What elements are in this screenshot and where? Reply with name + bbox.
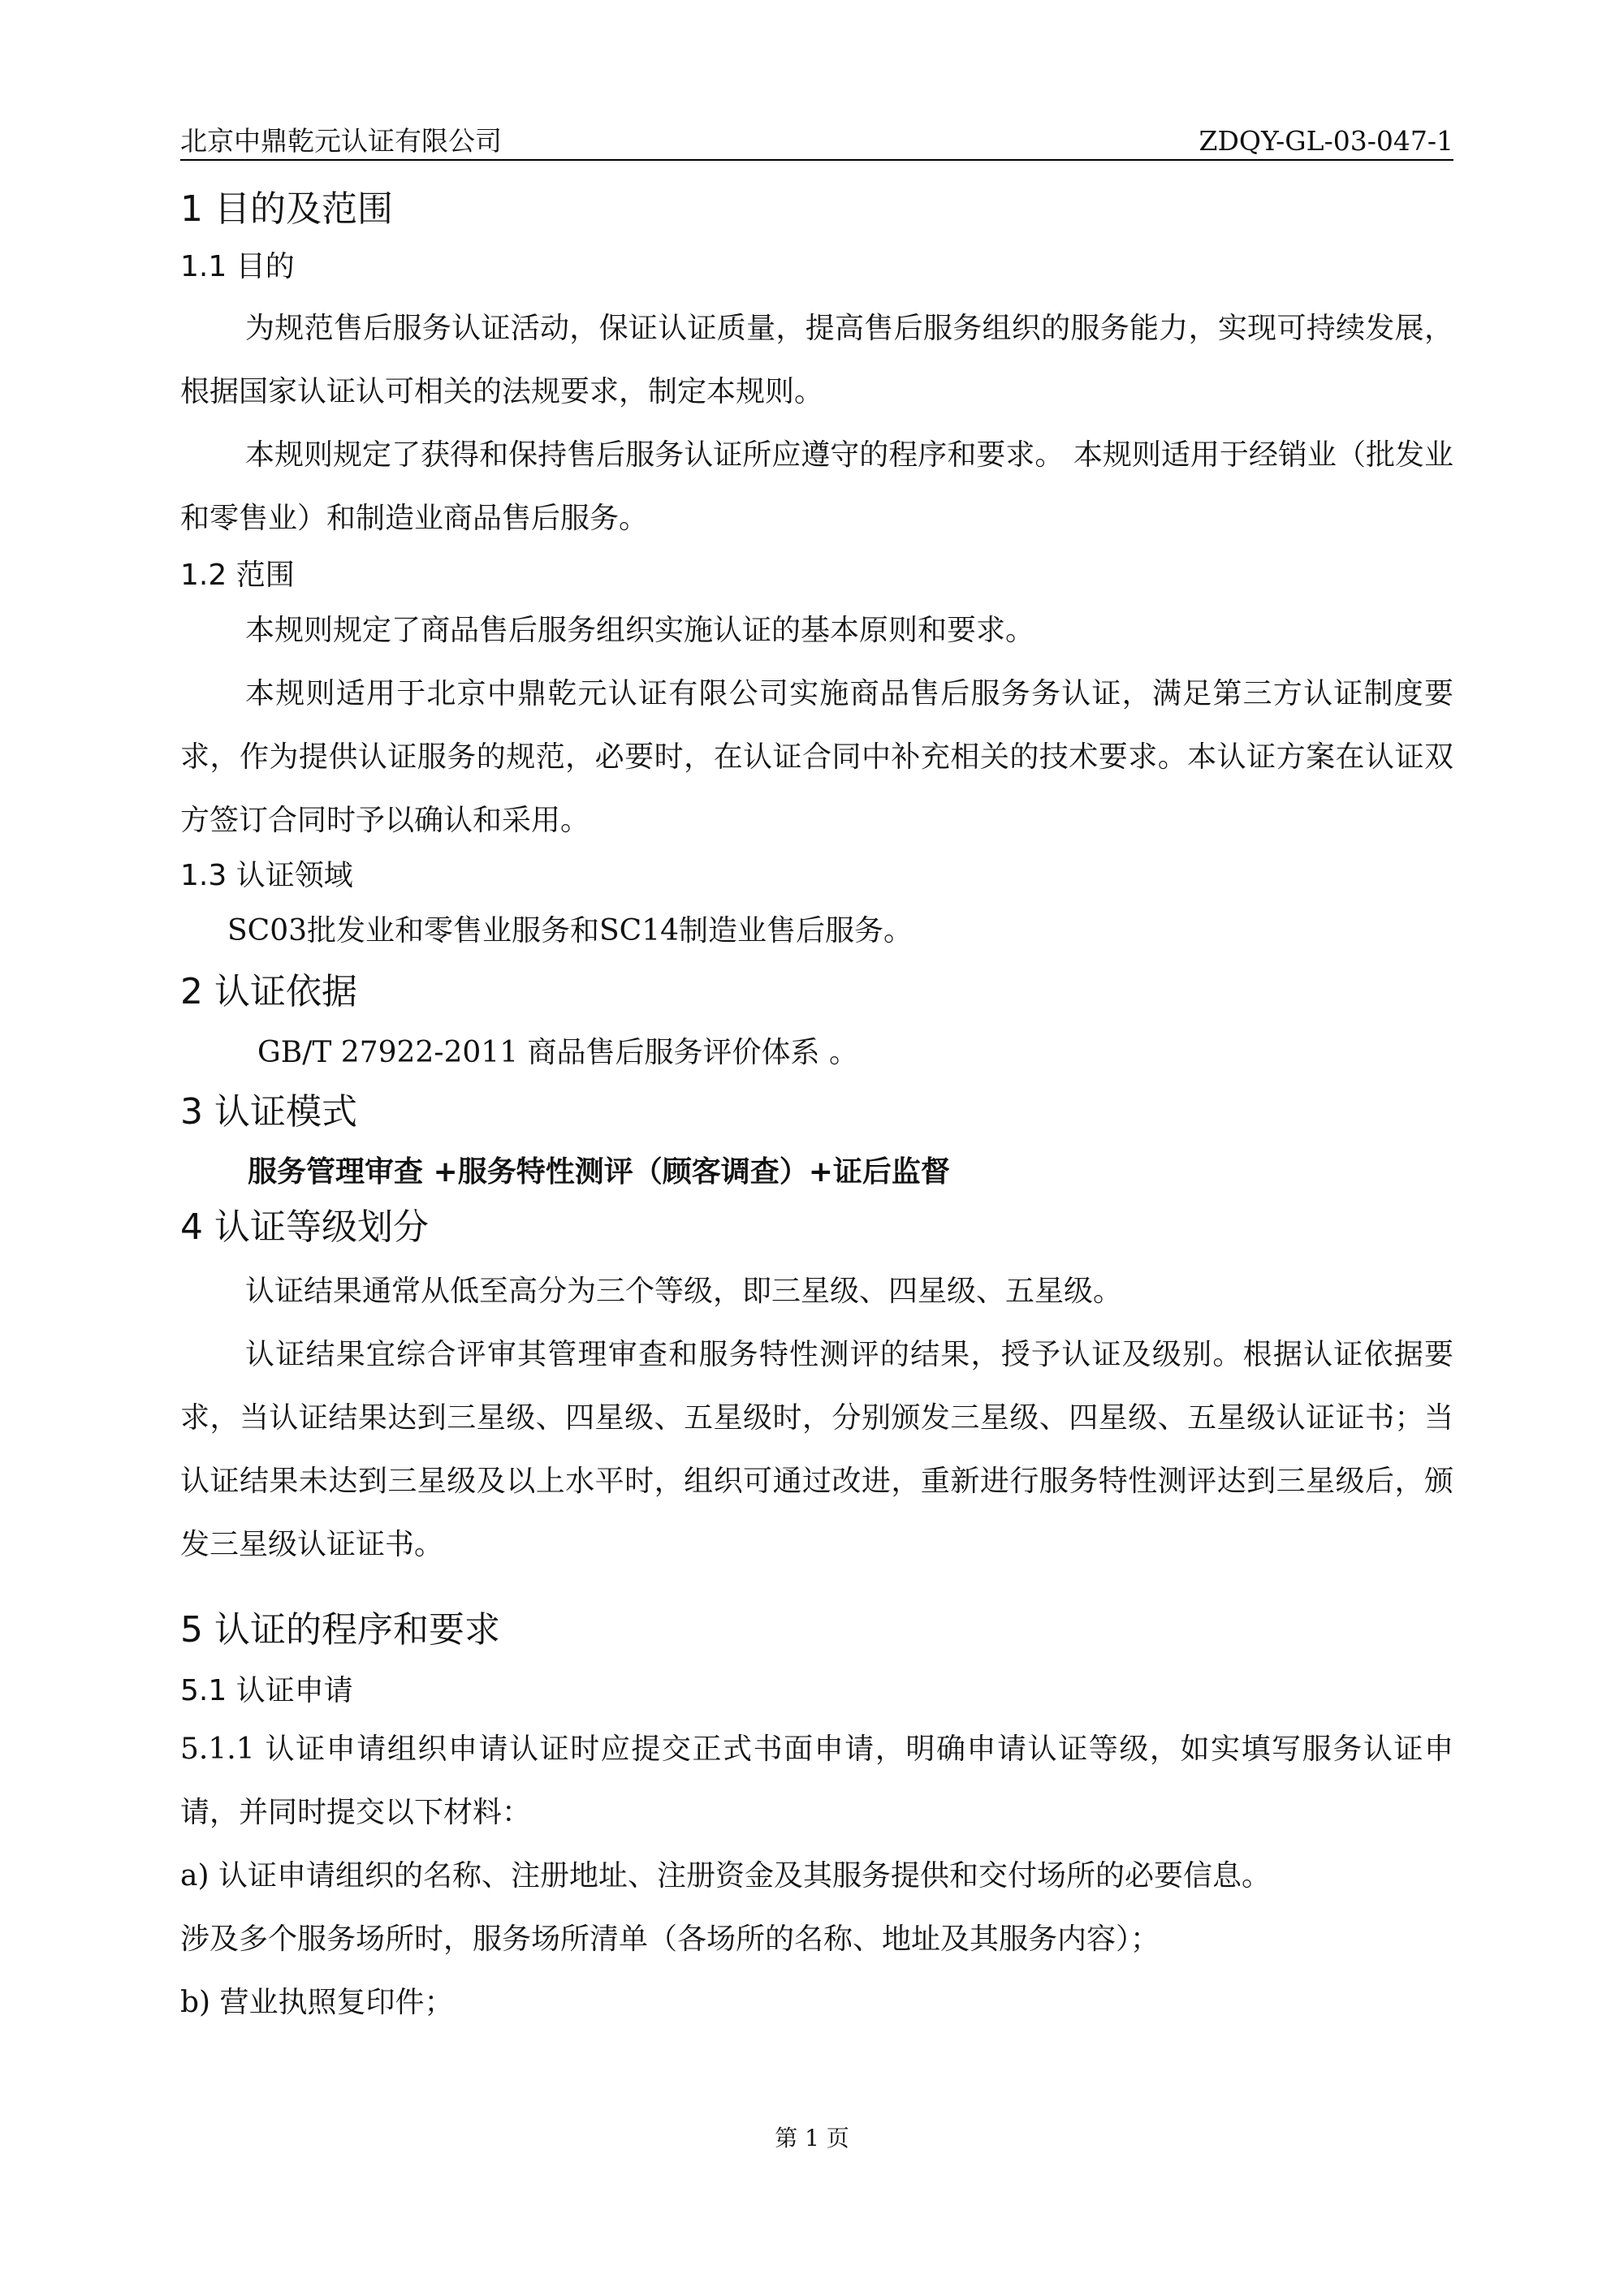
section-4 — [180, 1203, 1453, 1577]
section-1-2-paragraph-1: 本规则规定了商品售后服务组织实施认证的基本原则和要求。 — [245, 614, 1035, 647]
section-5-1-item-a-continued: 涉及多个服务场所时，服务场所清单（各场所的名称、地址及其服务内容）； — [180, 1923, 1160, 1956]
section-5 — [180, 1606, 1453, 2035]
section-5-1-paragraph-1: 5.1.1 认证申请组织申请认证时应提交正式书面申请，明确申请认证等级，如实填写服务认证申请，并同时提交以下材料： — [180, 1733, 1453, 1829]
section-3-paragraph-1: 服务管理审查 +服务特性测评（顾客调查）+证后监督 — [248, 1155, 950, 1189]
page-number: 第 1 页 — [775, 2125, 849, 2151]
section-1-title: 1 目的及范围 — [180, 188, 393, 230]
page-header — [180, 123, 1453, 161]
section-5-1-item-a: a) 认证申请组织的名称、注册地址、注册资金及其服务提供和交付场所的必要信息。 — [180, 1859, 1271, 1892]
section-4-paragraph-1: 认证结果通常从低至高分为三个等级，即三星级、四星级、五星级。 — [245, 1275, 1123, 1308]
document-body — [180, 185, 1453, 2035]
section-1-3-title: 1.3 认证领域 — [180, 859, 353, 892]
section-2 — [180, 968, 1453, 1085]
section-1-1-title: 1.1 目的 — [180, 250, 295, 283]
section-5-1-item-b: b) 营业执照复印件； — [180, 1986, 454, 2019]
section-1-2-title: 1.2 范围 — [180, 559, 295, 592]
section-2-title: 2 认证依据 — [180, 971, 357, 1012]
section-3 — [180, 1088, 1453, 1197]
section-4-paragraph-2: 认证结果宜综合评审其管理审查和服务特性测评的结果，授予认证及级别。根据认证依据要求，当认证结果达到三星级、四星级、五星级时，分别颁发三星级、四星级、五星级认证证书；当认证结果未达到三星级及以上水平时，组织可通过改进，重新进行服务特性测评达到三星级后，颁发三星级认证证书。 — [180, 1338, 1453, 1561]
section-2-paragraph-1: GB/T 27922-2011 商品售后服务评价体系 。 — [257, 1036, 858, 1069]
section-4-title: 4 认证等级划分 — [180, 1206, 429, 1248]
section-5-1-title: 5.1 认证申请 — [180, 1674, 353, 1707]
section-1-1-paragraph-1: 为规范售后服务认证活动，保证认证质量，提高售后服务组织的服务能力，实现可持续发展，根据国家认证认可相关的法规要求，制定本规则。 — [180, 312, 1453, 408]
document-code: ZDQY-GL-03-047-1 — [1199, 125, 1453, 157]
section-3-title: 3 认证模式 — [180, 1091, 357, 1133]
section-1-3-paragraph-1: SC03批发业和零售业服务和SC14制造业售后服务。 — [227, 914, 914, 947]
section-1 — [180, 185, 1453, 963]
section-1-1-paragraph-2: 本规则规定了获得和保持售后服务认证所应遵守的程序和要求。 本规则适用于经销业（批发业和零售业）和制造业商品售后服务。 — [180, 438, 1453, 535]
section-1-2-paragraph-2: 本规则适用于北京中鼎乾元认证有限公司实施商品售后服务务认证，满足第三方认证制度要求，作为提供认证服务的规范，必要时，在认证合同中补充相关的技术要求。本认证方案在认证双方签订合同时予以确认和采用。 — [180, 677, 1453, 837]
section-5-title: 5 认证的程序和要求 — [180, 1609, 500, 1651]
company-name: 北京中鼎乾元认证有限公司 — [180, 125, 502, 157]
